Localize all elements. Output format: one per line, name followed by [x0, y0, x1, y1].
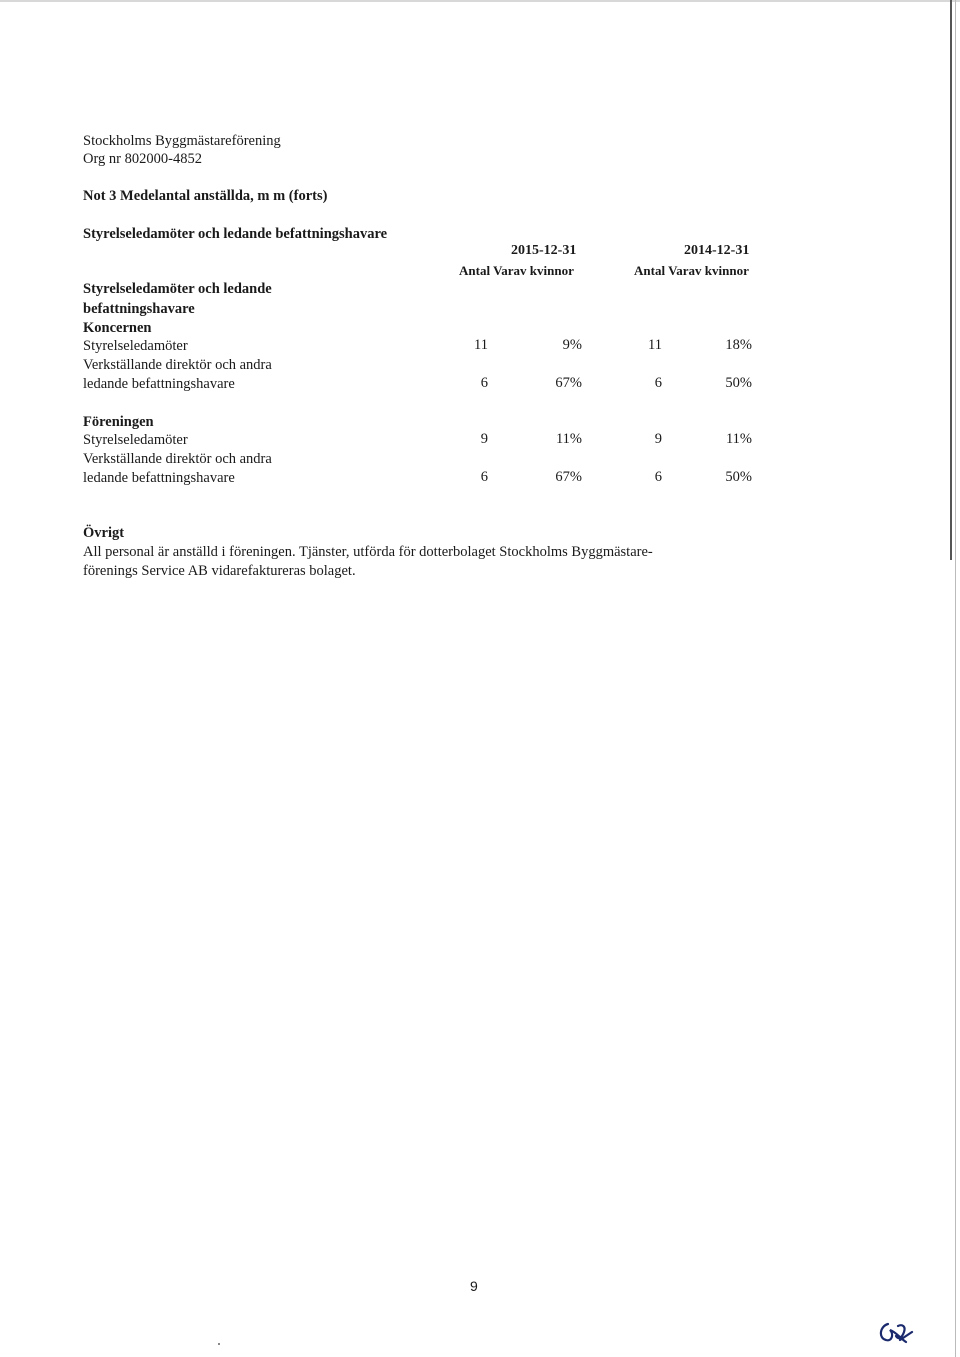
scan-right-margin: [955, 0, 956, 1357]
koncernen-row-kvinnor-2014: 18%: [725, 337, 752, 353]
koncernen-row-kvinnor-2015: 9%: [562, 337, 582, 353]
ovrigt-line: All personal är anställd i föreningen. Tjänster, utförda för dotterbolaget Stockholms Byggmästare-: [83, 544, 653, 560]
note-title: Not 3 Medelantal anställda, m m (forts): [83, 188, 328, 204]
foreningen-row-kvinnor-2014: 50%: [725, 469, 752, 485]
foreningen-row-antal-2014: 6: [654, 469, 662, 485]
foreningen-row-label: ledande befattningshavare: [83, 470, 235, 486]
column-year-2014: 2014-12-31: [684, 243, 750, 258]
group-title-line1: Styrelseledamöter och ledande: [83, 281, 272, 297]
column-sub-2014: Antal Varav kvinnor: [634, 263, 749, 278]
koncernen-row-kvinnor-2014: 50%: [725, 375, 752, 391]
column-sub-2015: Antal Varav kvinnor: [459, 263, 574, 278]
foreningen-row-kvinnor-2015: 67%: [555, 469, 582, 485]
koncernen-row-antal-2014: 6: [654, 375, 662, 391]
section-title: Styrelseledamöter och ledande befattningshavare: [83, 226, 388, 242]
foreningen-row-antal-2015: 9: [480, 431, 488, 447]
foreningen-row-antal-2015: 6: [480, 469, 488, 485]
foreningen-row-kvinnor-2015: 11%: [555, 431, 582, 447]
foreningen-row-label: Styrelseledamöter: [83, 432, 188, 448]
foreningen-title: Föreningen: [83, 414, 154, 430]
koncernen-row-label: ledande befattningshavare: [83, 376, 235, 392]
koncernen-row-kvinnor-2015: 67%: [555, 375, 582, 391]
koncernen-row-antal-2014: 11: [648, 337, 662, 353]
koncernen-row-antal-2015: 6: [480, 375, 488, 391]
foreningen-row-antal-2014: 9: [654, 431, 662, 447]
page-number: 9: [470, 1278, 478, 1294]
ovrigt-line: förenings Service AB vidarefaktureras bolaget.: [83, 563, 356, 579]
ovrigt-paragraph: [83, 543, 663, 581]
document-header: [83, 132, 281, 168]
koncernen-title: Koncernen: [83, 320, 152, 336]
koncernen-row-label: Styrelseledamöter: [83, 338, 188, 354]
company-name: Stockholms Byggmästareförening: [83, 133, 281, 149]
foreningen-row-kvinnor-2014: 11%: [725, 431, 752, 447]
handwritten-initials: [876, 1318, 916, 1351]
scan-top-edge: [0, 0, 960, 2]
signature-icon: [876, 1318, 916, 1346]
column-year-2015: 2015-12-31: [511, 243, 577, 258]
group-title-line2: befattningshavare: [83, 301, 195, 317]
org-number: Org nr 802000-4852: [83, 151, 202, 167]
scan-speck: [218, 1343, 220, 1345]
koncernen-row-antal-2015: 11: [474, 337, 488, 353]
scan-right-edge: [950, 0, 952, 560]
ovrigt-title: Övrigt: [83, 525, 125, 541]
koncernen-row-label: Verkställande direktör och andra: [83, 357, 272, 373]
foreningen-row-label: Verkställande direktör och andra: [83, 451, 272, 467]
